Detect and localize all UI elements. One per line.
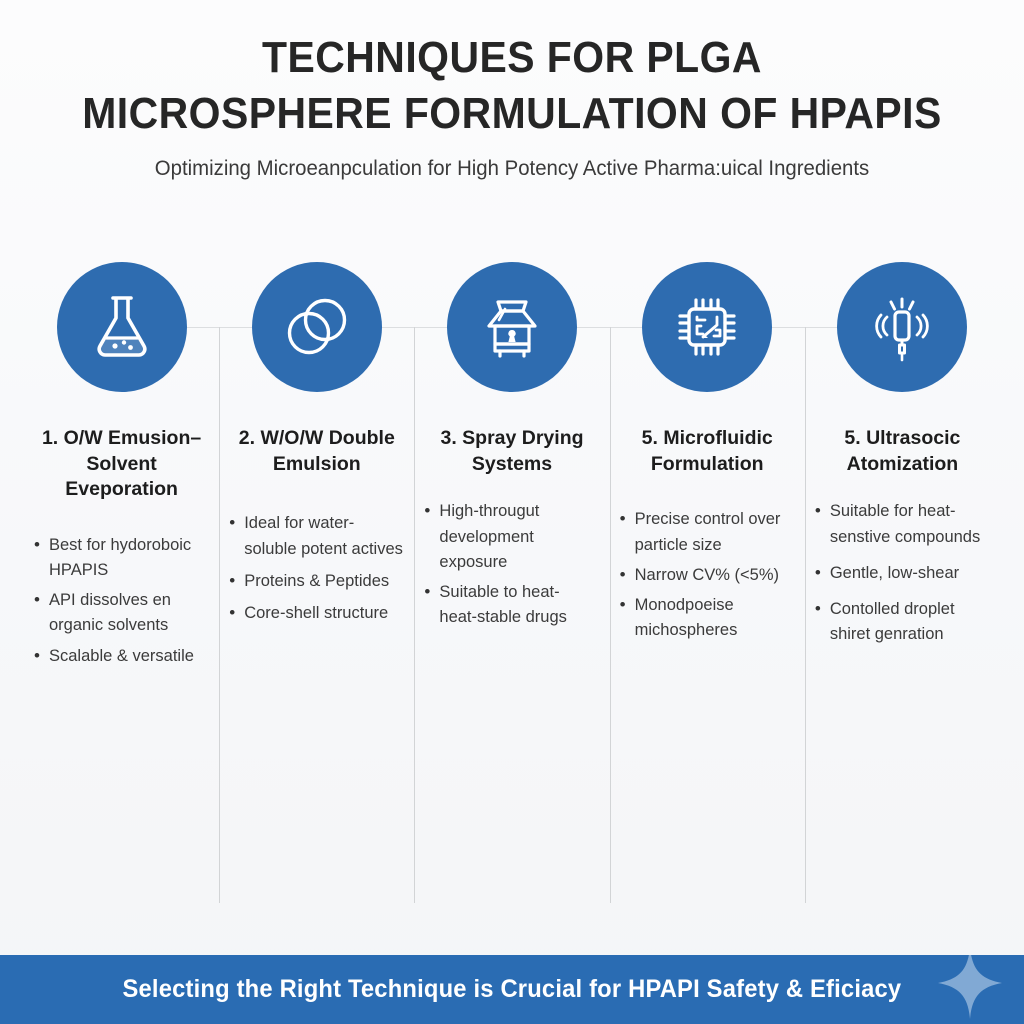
ultrasonic-probe-icon <box>867 291 937 363</box>
technique-column-2 <box>219 262 414 907</box>
technique-title-5: 5. Ultrasocic Atomization <box>844 427 961 475</box>
technique-bullets-5 <box>813 499 992 657</box>
sparkle-icon <box>938 955 1002 1019</box>
list-item: • Best for hydoroboic HPAPIS <box>32 533 211 583</box>
microchip-icon <box>672 292 742 362</box>
poster-header <box>0 34 1024 181</box>
technique-bullets-4 <box>618 507 797 647</box>
list-item: • Suitable to heat- heat-stable drugs <box>422 580 601 630</box>
list-item: • Precise control over particle size <box>618 507 797 557</box>
technique-column-1 <box>24 262 219 907</box>
list-item: • Core-shell structure <box>227 601 406 626</box>
footer-text: Selecting the Right Technique is Crucial for HPAPI Safety & Eficiacy <box>122 975 902 1003</box>
page-subtitle: Optimizing Microeanpculation for High Potency Active Pharma:uical Ingredients <box>154 157 870 181</box>
icon-circle-3 <box>447 262 577 392</box>
page-title-line-1: TECHNIQUES FOR PLGA <box>262 33 762 82</box>
list-item: • High-througut development exposure <box>422 499 601 574</box>
flask-icon <box>91 294 153 360</box>
technique-title-3: 3. Spray Drying Systems <box>440 427 584 475</box>
list-item: • Gentle, low-shear <box>813 561 992 586</box>
technique-column-5 <box>805 262 1000 907</box>
list-item: • Narrow CV% (<5%) <box>618 563 797 588</box>
techniques-row <box>24 262 1000 907</box>
technique-bullets-2 <box>227 511 406 632</box>
list-item: • Contolled droplet shiret genration <box>813 597 992 647</box>
list-item: • Proteins & Peptides <box>227 569 406 594</box>
technique-column-4 <box>610 262 805 907</box>
list-item: • Suitable for heat-senstive compounds <box>813 499 992 549</box>
page-title-line-2: MICROSPHERE FORMULATION OF HPAPIS <box>82 89 942 139</box>
icon-circle-4 <box>642 262 772 392</box>
list-item: • Scalable & versatile <box>32 644 211 669</box>
icon-circle-1 <box>57 262 187 392</box>
icon-circle-2 <box>252 262 382 392</box>
technique-title-1: 1. O/W Emusion– Solvent Eveporation <box>41 427 202 501</box>
technique-bullets-3 <box>422 499 601 634</box>
footer-banner <box>0 955 1024 1024</box>
technique-column-3 <box>414 262 609 907</box>
list-item: • API dissolves en organic solvents <box>32 588 211 638</box>
spray-dryer-icon <box>478 293 546 361</box>
list-item: • Ideal for water-soluble potent actives <box>227 511 406 561</box>
icon-circle-5 <box>837 262 967 392</box>
list-item: • Monodpoeise michospheres <box>618 593 797 643</box>
technique-bullets-1 <box>32 533 211 673</box>
technique-title-2: 2. W/O/W Double Emulsion <box>238 427 395 475</box>
technique-title-4: 5. Microfluidic Formulation <box>641 427 773 475</box>
overlapping-circles-icon <box>282 296 352 358</box>
